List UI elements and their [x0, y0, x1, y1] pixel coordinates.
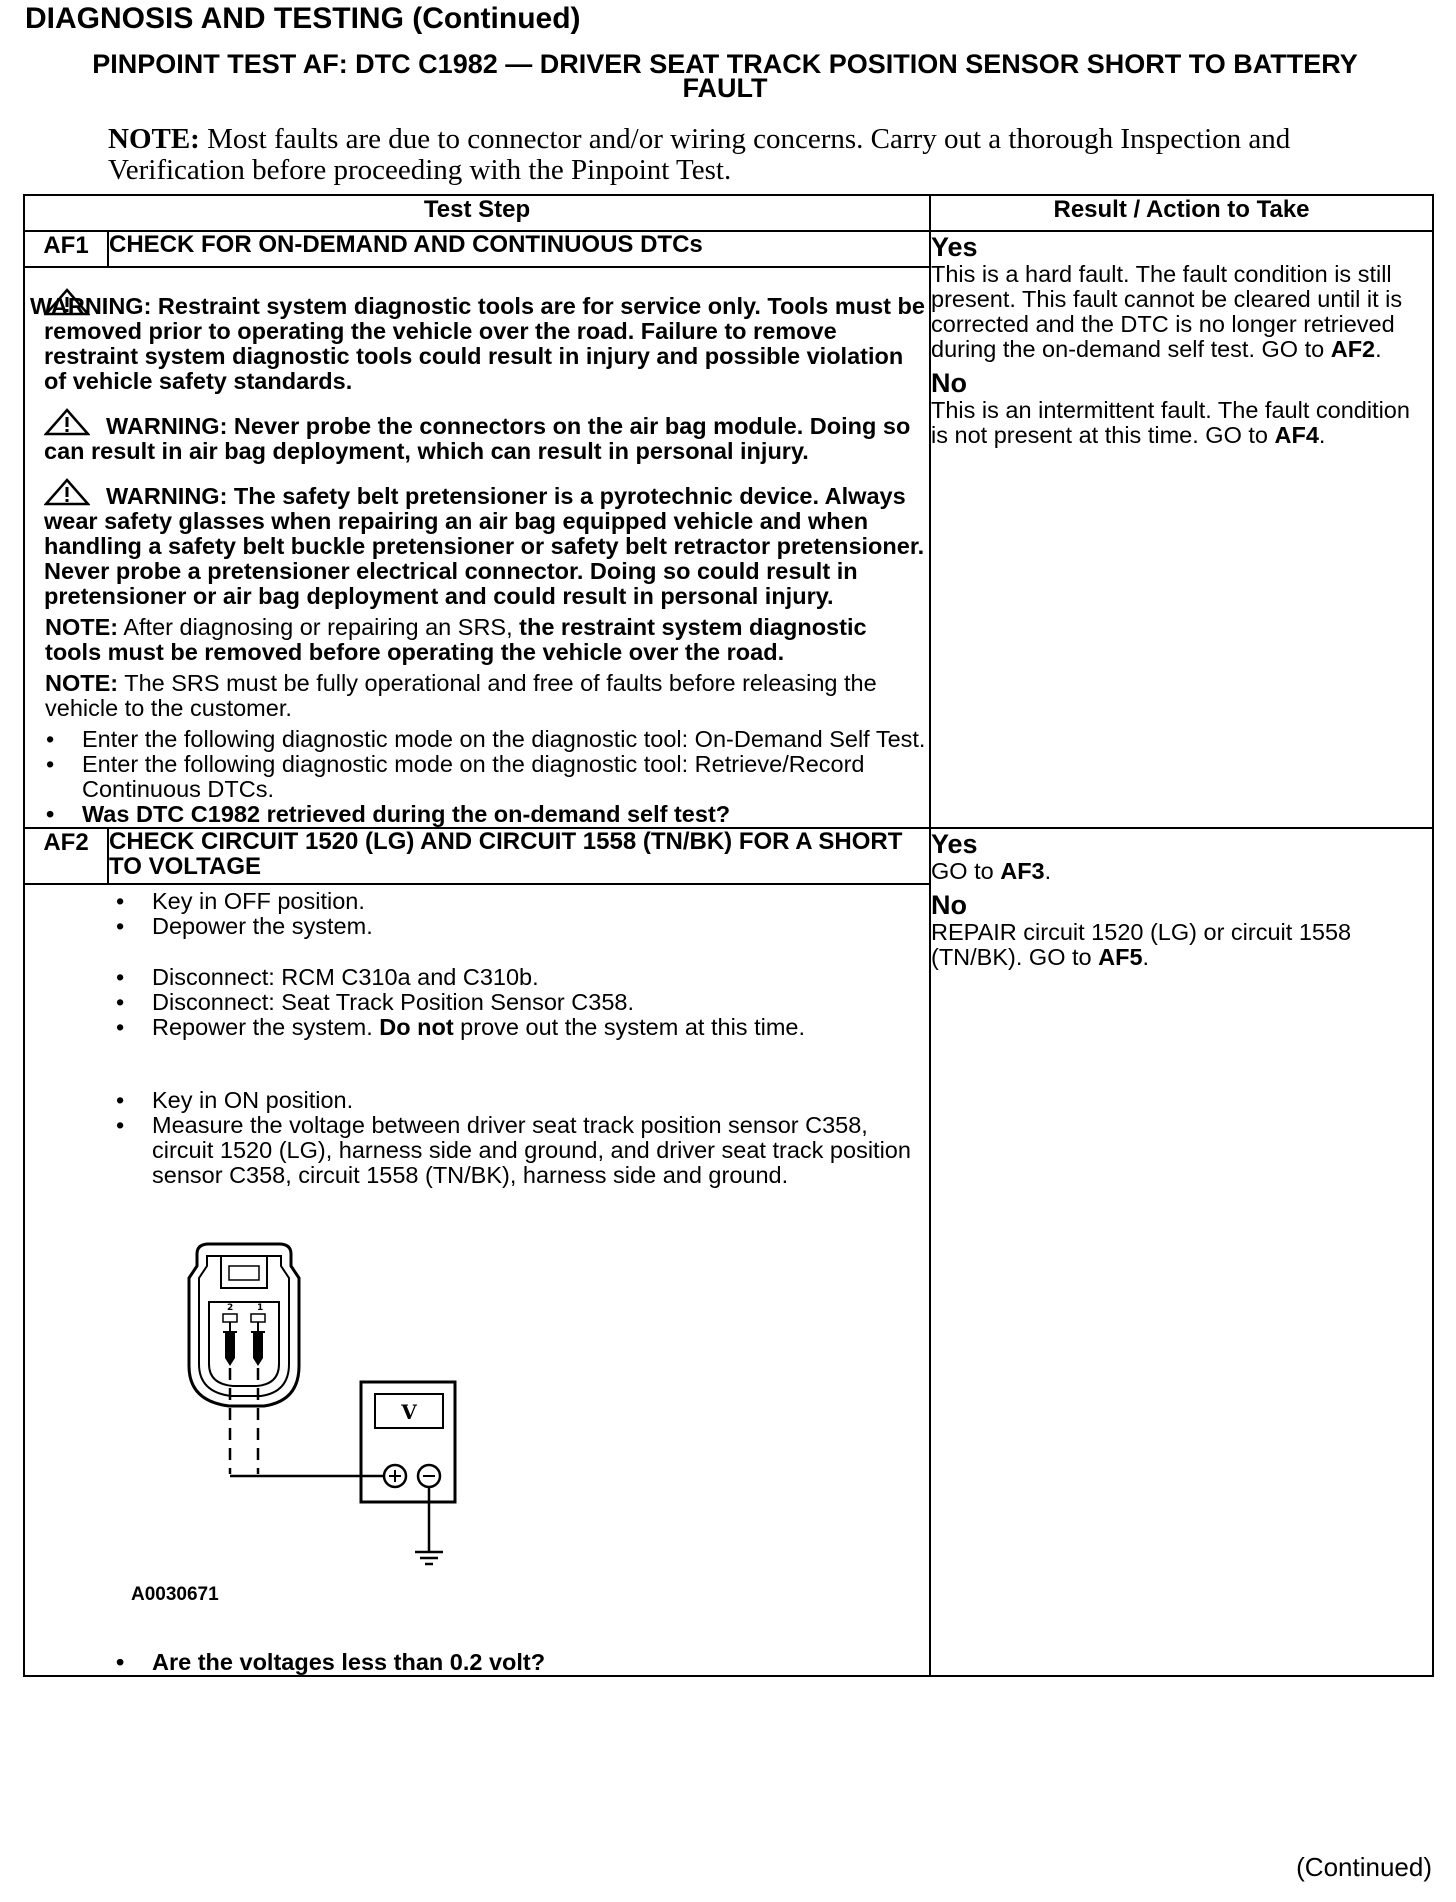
result-af1 — [930, 231, 1433, 828]
af2-no-goto: AF5 — [1098, 944, 1143, 970]
result-af2 — [930, 828, 1433, 1676]
warning-triangle-icon — [44, 408, 90, 436]
af2-step-question: • Are the voltages less than 0.2 volt? — [115, 1650, 929, 1675]
af1-yes-end: . — [1375, 336, 1382, 362]
warning-3 — [44, 478, 929, 609]
warning-3-text: WARNING: The safety belt pretensioner is a pyrotechnic device. Always wear safety glasses when repairing an air bag equipped vehicle and when handling a safety belt buckle pretensioner or safety belt retractor pretensioner. Never probe a pretensioner electrical connector. Doing so could result in pretensioner or air bag deployment and could result in personal injury. — [44, 483, 925, 609]
af1-step-2: • Enter the following diagnostic mode on the diagnostic tool: Retrieve/Record Continuous DTCs. — [45, 752, 929, 802]
header-test-step: Test Step — [24, 195, 930, 231]
page-title: DIAGNOSIS AND TESTING (Continued) — [25, 2, 581, 35]
af2-steps-c — [115, 1088, 929, 1188]
af1-steps — [45, 727, 929, 827]
af1-step-1: • Enter the following diagnostic mode on the diagnostic tool: On-Demand Self Test. — [45, 727, 929, 752]
af2-steps-a — [115, 889, 929, 939]
pinpoint-test-title — [40, 49, 1410, 103]
af1-note-2-text: The SRS must be fully operational and free of faults before releasing the vehicle to the customer. — [45, 670, 877, 721]
warning-1 — [30, 288, 929, 394]
af1-no-text: This is an intermittent fault. The fault condition is not present at this time. GO to — [931, 397, 1410, 448]
header-result: Result / Action to Take — [930, 195, 1433, 231]
note-label: NOTE: — [108, 123, 200, 155]
af2-step-6: • Key in ON position. — [115, 1088, 929, 1113]
af2-yes-label: Yes — [931, 829, 978, 859]
af1-no-goto: AF4 — [1274, 422, 1319, 448]
warning-triangle-icon — [44, 478, 90, 506]
note-text: Most faults are due to connector and/or wiring concerns. Carry out a thorough Inspection and Verification before proceeding with the Pinpoint Test. — [108, 123, 1291, 186]
pinpoint-table — [23, 194, 1434, 1677]
step-code-af1: AF1 — [24, 231, 108, 267]
step-body-af2 — [24, 884, 930, 1676]
af2-step-5: • Repower the system. Do not prove out the system at this time. — [115, 1015, 929, 1040]
af1-no-label: No — [931, 368, 967, 398]
subtitle-line1: PINPOINT TEST AF: DTC C1982 — DRIVER SEAT TRACK POSITION SENSOR SHORT TO BATTERY — [92, 49, 1358, 79]
af2-step-2: • Depower the system. — [115, 914, 929, 939]
af2-no-text: REPAIR circuit 1520 (LG) or circuit 1558 (TN/BK). GO to — [931, 919, 1352, 970]
af1-note-2 — [45, 671, 929, 721]
warning-1-text: WARNING: Restraint system diagnostic tools are for service only. Tools must be removed prior to operating the vehicle over the road. Failure to remove restraint system diagnostic tools could result in injury and possible violation of vehicle safety standards. — [30, 293, 925, 394]
af1-note-1 — [45, 615, 929, 665]
af2-yes-end: . — [1044, 858, 1052, 884]
warning-2 — [44, 408, 929, 464]
step-title-af2: CHECK CIRCUIT 1520 (LG) AND CIRCUIT 1558 (TN/BK) FOR A SHORT TO VOLTAGE — [108, 828, 930, 884]
af2-no-end: . — [1142, 944, 1150, 970]
step-body-af1 — [24, 267, 930, 828]
pin-2-label: 2 — [227, 1303, 234, 1313]
af1-yes-text: This is a hard fault. The fault condition is still present. This fault cannot be cleared until it is corrected and the DTC is no longer retrieved during the on-demand self test. GO to — [931, 261, 1403, 362]
af2-yes-goto: AF3 — [1000, 858, 1045, 884]
af1-yes-goto: AF2 — [1330, 336, 1376, 362]
connector-voltmeter-illustration — [149, 1236, 669, 1596]
af1-note-1-bold: the restraint system diagnostic tools must be removed before operating the vehicle over the road. — [45, 614, 867, 665]
warning-2-text: WARNING: Never probe the connectors on the air bag module. Doing so can result in air bag deployment, which can result in personal injury. — [44, 413, 911, 464]
af2-no-label: No — [931, 890, 967, 920]
af1-note-1-text: After diagnosing or repairing an SRS, — [118, 614, 520, 640]
af2-yes-text: GO to — [931, 858, 1001, 884]
af2-step-4: • Disconnect: Seat Track Position Sensor C358. — [115, 990, 929, 1015]
figure-id: A0030671 — [131, 1584, 219, 1605]
voltmeter-diagram — [131, 1236, 669, 1676]
continued-label: (Continued) — [1296, 1852, 1432, 1882]
af2-steps-b — [115, 965, 929, 1040]
af1-no-end: . — [1318, 422, 1326, 448]
af1-note-2-label: NOTE: — [45, 670, 119, 696]
af2-step-3: • Disconnect: RCM C310a and C310b. — [115, 965, 929, 990]
af1-step-question: • Was DTC C1982 retrieved during the on-demand self test? — [45, 802, 929, 827]
pin-1-label: 1 — [257, 1303, 264, 1313]
step-title-af1: CHECK FOR ON-DEMAND AND CONTINUOUS DTCs — [108, 231, 930, 267]
af2-step-1: • Key in OFF position. — [115, 889, 929, 914]
intro-note — [108, 124, 1308, 186]
af2-steps-d — [115, 1650, 929, 1675]
subtitle-line2: FAULT — [682, 73, 768, 103]
af1-note-1-label: NOTE: — [45, 614, 119, 640]
step-code-af2: AF2 — [24, 828, 108, 884]
meter-symbol: V — [401, 1400, 417, 1424]
af1-yes-label: Yes — [931, 232, 978, 262]
af2-step-7: • Measure the voltage between driver seat track position sensor C358, circuit 1520 (LG), harness side and ground, and driver seat track position sensor C358, circuit 1558 (TN/BK), harness side and ground. — [115, 1113, 929, 1188]
